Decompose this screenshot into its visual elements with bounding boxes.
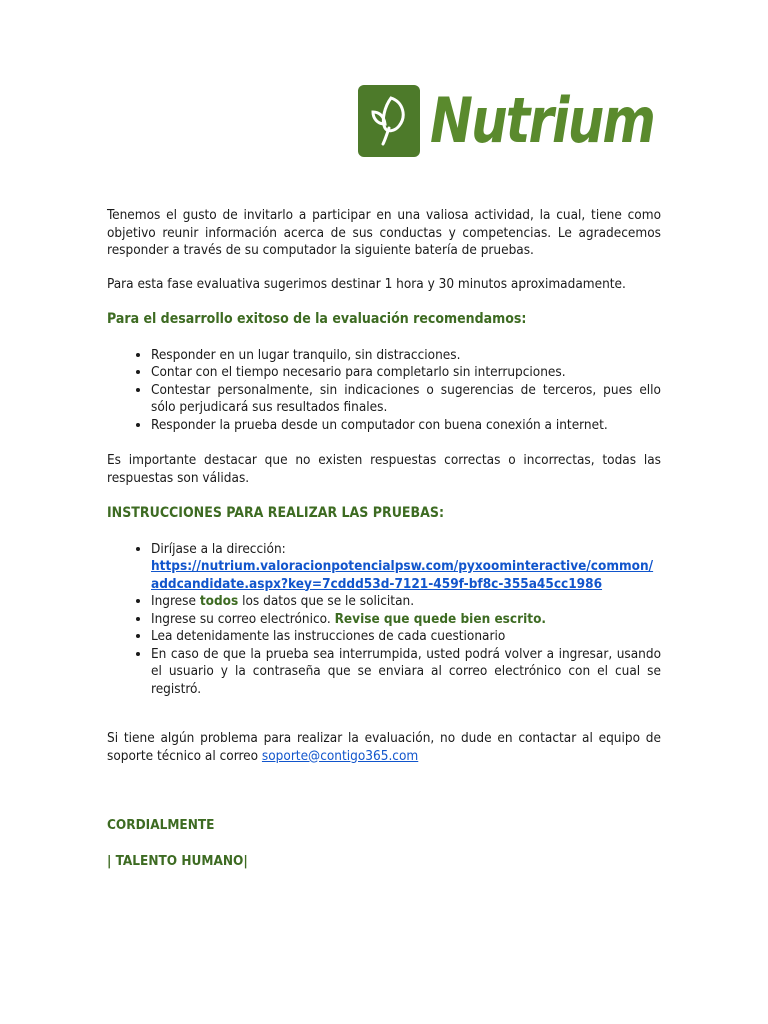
list-item: • Responder en un lugar tranquilo, sin distracciones.: [151, 347, 661, 365]
data-text-post: los datos que se le solicitan.: [238, 593, 415, 609]
time-note: Para esta fase evaluativa sugerimos destinar 1 hora y 30 minutos aproximadamente.: [107, 275, 626, 292]
list-item: [151, 593, 661, 611]
list-item: • Contestar personalmente, sin indicaciones o sugerencias de terceros, pues ello sólo perjudicará sus resultados finales.: [151, 382, 661, 417]
email-text: Ingrese su correo electrónico.: [151, 610, 335, 627]
closing: CORDIALMENTE: [107, 817, 215, 833]
address-link[interactable]: https://nutrium.valoracionpotencialpsw.com/pyxoominteractive/common/addcandidate.aspx?key=7cddd53d-7121-459f-bf8c-355a45cc1986: [151, 558, 654, 592]
important-note: Es importante destacar que no existen respuestas correctas o incorrectas, todas las respuestas son válidas.: [107, 452, 661, 486]
signature: | TALENTO HUMANO|: [107, 852, 248, 869]
letter-body: [107, 207, 661, 870]
instructions-heading: INSTRUCCIONES PARA REALIZAR LAS PRUEBAS:: [107, 505, 444, 521]
list-item: • Responder la prueba desde un computador con buena conexión a internet.: [151, 417, 661, 435]
list-item: • En caso de que la prueba sea interrumpida, usted podrá volver a ingresar, usando el usuario y la contraseña que se enviara al correo electrónico con el cual se registró.: [151, 646, 661, 699]
support-text: Si tiene algún problema para realizar la evaluación, no dude en contactar al equipo de soporte técnico al correo: [107, 730, 661, 764]
leaf-icon: [358, 85, 420, 157]
logo-wordmark: Nutrium: [430, 84, 655, 157]
address-label: Diríjase a la dirección:: [151, 540, 286, 557]
data-text-pre: Ingrese: [151, 593, 200, 609]
list-item: • Lea detenidamente las instrucciones de cada cuestionario: [151, 628, 661, 646]
list-item: [151, 611, 661, 629]
recommend-heading: Para el desarrollo exitoso de la evaluación recomendamos:: [107, 311, 527, 327]
email-emphasis: Revise que quede bien escrito.: [334, 610, 547, 627]
support-email-link[interactable]: soporte@contigo365.com: [261, 747, 419, 764]
list-item: • Contar con el tiempo necesario para completarlo sin interrupciones.: [151, 364, 661, 382]
support-paragraph: [107, 730, 661, 765]
intro-paragraph: Tenemos el gusto de invitarlo a participar en una valiosa actividad, la cual, tiene como objetivo reunir información acerca de sus conductas y competencias. Le agradecemos responder a través de su computador la siguiente batería de pruebas.: [107, 207, 661, 258]
data-emphasis: todos: [199, 593, 239, 609]
list-item: [151, 541, 661, 594]
nutrium-logo: [358, 84, 674, 158]
recommend-list: [107, 347, 661, 435]
instructions-list: [107, 541, 661, 699]
